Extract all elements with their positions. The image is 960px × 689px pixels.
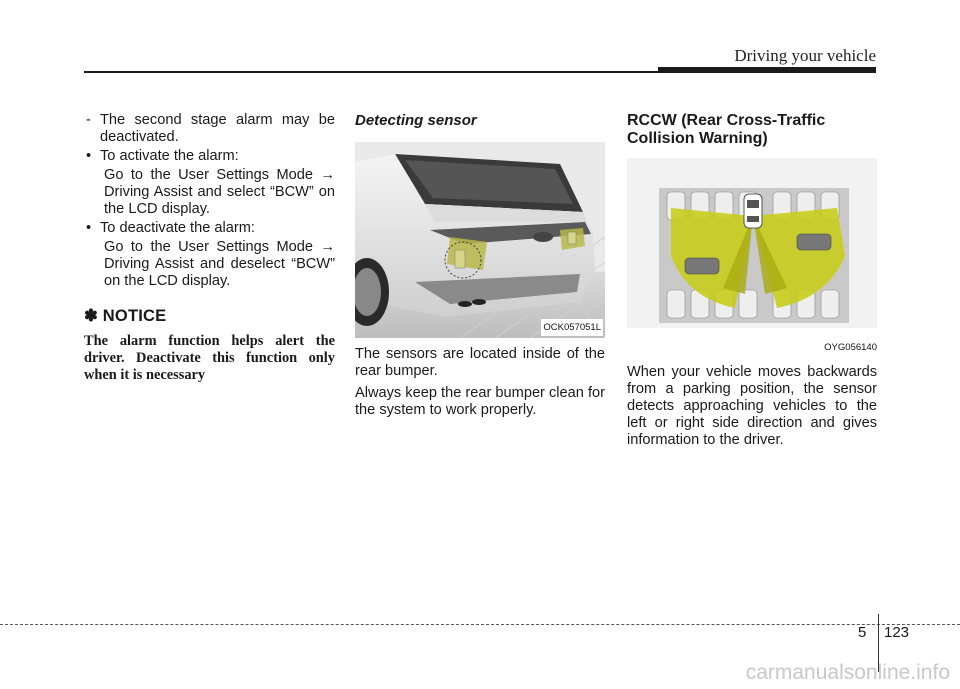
list-dash: - (86, 112, 91, 128)
header-rule (84, 71, 658, 73)
paragraph: The sensors are located inside of the rear bumper. (355, 346, 605, 379)
list-item-detail: Go to the User Settings Mode → Driving Assist and deselect “BCW” on the LCD display. (104, 239, 335, 289)
figure-code: OCK057051L (541, 319, 603, 336)
list-item (84, 148, 335, 165)
list-item-text: The second stage alarm may be deactivated. (100, 112, 335, 145)
page-number: 123 (884, 624, 910, 641)
column-middle (355, 112, 605, 424)
column-left (84, 112, 335, 384)
car-rear-illustration (355, 142, 605, 338)
list-bullet: • (86, 148, 92, 164)
list-item-text: To deactivate the alarm: (100, 220, 255, 236)
list-item (84, 112, 335, 146)
rccw-diagram-figure (627, 158, 877, 358)
section-heading-detecting-sensor: Detecting sensor (355, 112, 477, 129)
running-header-title: Driving your vehicle (734, 46, 876, 65)
parking-lot-diagram (627, 158, 877, 328)
notice-body: The alarm function helps alert the driver. Deactivate this function only when it is necessary (84, 333, 335, 383)
column-right (627, 112, 877, 454)
list-item (84, 220, 335, 237)
watermark: carmanualsonline.info (745, 661, 950, 684)
rear-bumper-sensor-figure (355, 142, 605, 338)
footer-rule (0, 624, 960, 625)
chapter-number: 5 (858, 624, 867, 641)
paragraph: When your vehicle moves backwards from a parking position, the sensor detects approaching vehicles to the left or right side direction and gives information to the driver. (627, 364, 877, 448)
section-heading-rccw: RCCW (Rear Cross-Traffic Collision Warning) (627, 112, 826, 147)
list-item-text: To activate the alarm: (100, 148, 239, 164)
figure-code: OYG056140 (824, 342, 877, 353)
header-rule-accent (658, 67, 876, 73)
list-bullet: • (86, 220, 92, 236)
notice-title: ✽ NOTICE (84, 307, 167, 325)
list-item-detail: Go to the User Settings Mode → Driving Assist and select “BCW” on the LCD display. (104, 167, 335, 217)
paragraph: Always keep the rear bumper clean for the system to work properly. (355, 385, 605, 418)
